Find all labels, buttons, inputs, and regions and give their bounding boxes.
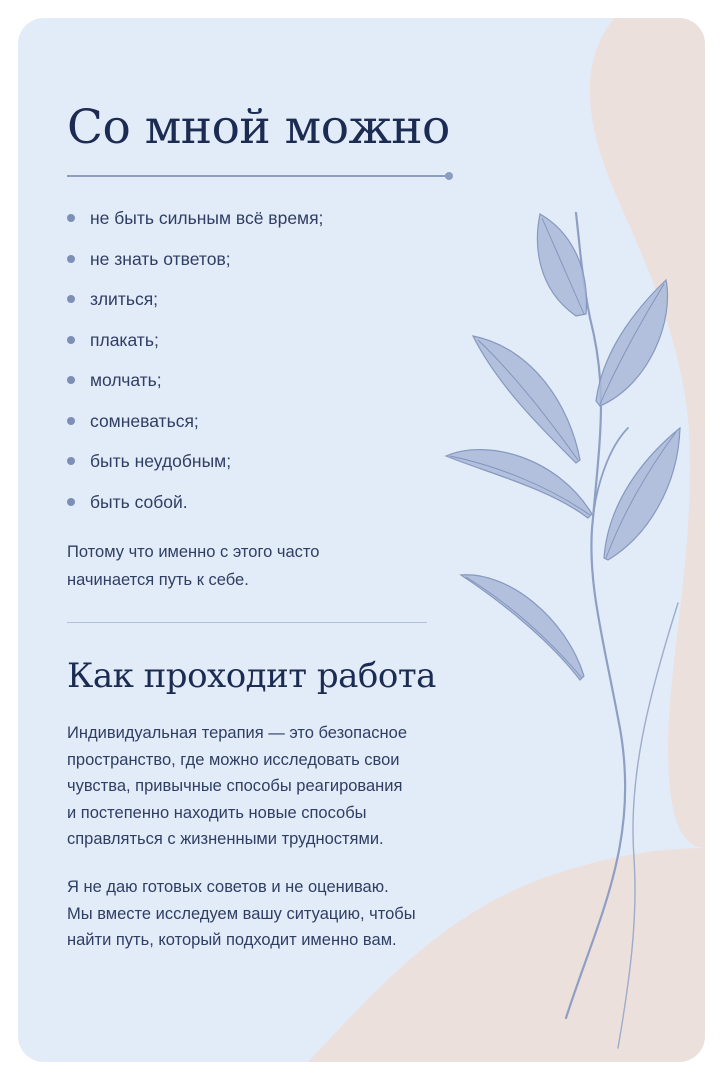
outro-text bbox=[67, 538, 407, 594]
paragraph-line: чувства, привычные способы реагирования bbox=[67, 777, 403, 795]
list-item bbox=[67, 488, 323, 529]
list-item-text: злиться; bbox=[90, 289, 159, 309]
content bbox=[18, 18, 705, 1062]
list-item-text: быть собой. bbox=[90, 491, 188, 512]
process-paragraph-2 bbox=[67, 874, 416, 954]
bullet-dot-icon bbox=[67, 336, 75, 344]
page-title: Со мной можно bbox=[67, 100, 450, 155]
bullet-dot-icon bbox=[67, 255, 75, 263]
list-item bbox=[67, 245, 323, 286]
outro-line: Потому что именно с этого часто bbox=[67, 543, 320, 561]
paragraph-line: справляться с жизненными трудностями. bbox=[67, 830, 384, 848]
title-underline bbox=[67, 175, 447, 177]
bullet-dot-icon bbox=[67, 295, 75, 303]
paragraph-line: пространство, где можно исследовать свои bbox=[67, 750, 400, 769]
paragraph-line: найти путь, который подходит именно вам. bbox=[67, 931, 397, 949]
outro-line: начинается путь к себе. bbox=[67, 571, 249, 589]
process-paragraph-1 bbox=[67, 720, 407, 853]
list-item-text: плакать; bbox=[90, 329, 159, 350]
paragraph-line: и постепенно находить новые способы bbox=[67, 803, 367, 822]
list-item-text: сомневаться; bbox=[90, 410, 199, 431]
list-item bbox=[67, 447, 323, 488]
list-item-text: не быть сильным всё время; bbox=[90, 208, 324, 228]
bullet-dot-icon bbox=[67, 214, 75, 222]
paragraph-line: Я не даю готовых советов и не оцениваю. bbox=[67, 878, 389, 896]
list-item bbox=[67, 326, 323, 367]
bullet-dot-icon bbox=[67, 498, 75, 506]
title-underline-dot bbox=[445, 172, 453, 180]
list-item bbox=[67, 204, 323, 245]
card bbox=[18, 18, 705, 1062]
bullet-dot-icon bbox=[67, 376, 75, 384]
permissions-list bbox=[67, 204, 323, 528]
list-item bbox=[67, 285, 323, 326]
bullet-dot-icon bbox=[67, 457, 75, 465]
paragraph-line: Индивидуальная терапия — это безопасное bbox=[67, 724, 408, 742]
section-divider bbox=[67, 622, 427, 623]
list-item-text: не знать ответов; bbox=[90, 248, 231, 269]
list-item-text: быть неудобным; bbox=[90, 451, 232, 471]
list-item-text: молчать; bbox=[90, 370, 162, 390]
section-title: Как проходит работа bbox=[67, 656, 436, 696]
paragraph-line: Мы вместе исследуем вашу ситуацию, чтобы bbox=[67, 904, 416, 923]
list-item bbox=[67, 366, 323, 407]
bullet-dot-icon bbox=[67, 417, 75, 425]
list-item bbox=[67, 407, 323, 448]
